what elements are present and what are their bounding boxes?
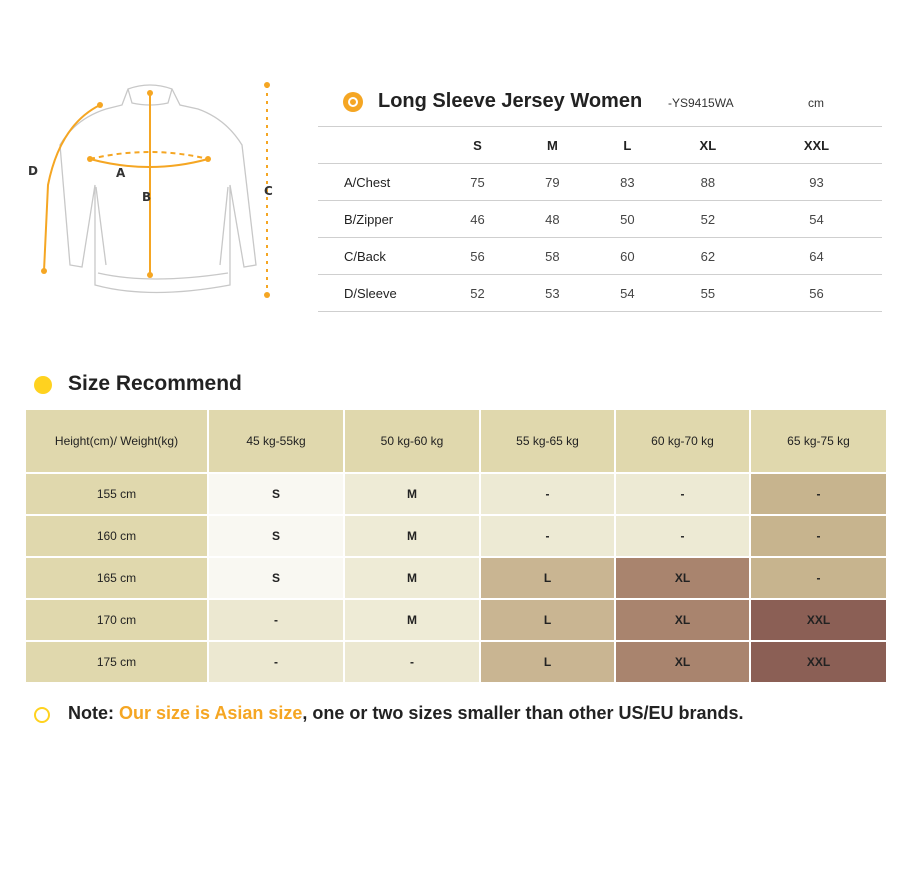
size-cell: XL (616, 600, 749, 640)
height-label: 155 cm (26, 474, 207, 514)
unit-label: cm (808, 96, 824, 110)
size-chart-title-row (343, 88, 883, 118)
table-cell: 93 (809, 174, 824, 190)
size-cell: - (481, 516, 614, 556)
size-cell: - (616, 516, 749, 556)
table-cell: 48 (545, 211, 560, 227)
size-cell: - (616, 474, 749, 514)
size-cell: M (345, 600, 479, 640)
table-cell: 52 (700, 211, 716, 227)
weight-header: 50 kg-60 kg (345, 410, 479, 472)
weight-header: 45 kg-55kg (209, 410, 343, 472)
header-size-xl: XL (699, 137, 717, 153)
size-cell: S (209, 516, 343, 556)
header-size-m: M (546, 137, 558, 153)
label-a: A (116, 166, 126, 180)
jersey-measurement-illustration (20, 75, 310, 310)
table-cell: 58 (545, 248, 560, 264)
note-text (68, 703, 744, 724)
table-cell: 54 (809, 211, 824, 227)
yellow-dot-icon (34, 376, 52, 394)
size-cell: S (209, 558, 343, 598)
header-size-s: S (473, 137, 482, 153)
size-cell: XL (616, 558, 749, 598)
jersey-outline (60, 85, 256, 293)
label-c: C (264, 184, 273, 198)
row-label: C/Back (344, 248, 386, 264)
note-suffix: , one or two sizes smaller than other US/EU brands. (302, 703, 744, 723)
size-cell: XXL (751, 642, 886, 682)
table-cell: 88 (700, 174, 716, 190)
size-cell: L (481, 600, 614, 640)
size-cell: L (481, 558, 614, 598)
jersey-diagram (20, 75, 310, 310)
size-cell: - (209, 642, 343, 682)
measurement-header-row (318, 127, 882, 164)
size-cell: XL (616, 642, 749, 682)
size-recommend-title: Size Recommend (68, 372, 242, 395)
row-label: A/Chest (344, 174, 391, 190)
note-highlight: Our size is Asian size (119, 703, 303, 723)
label-b: B (142, 190, 152, 204)
size-cell: - (345, 642, 479, 682)
ring-bullet-icon (34, 707, 50, 723)
measurement-table (318, 126, 882, 312)
table-cell: 52 (470, 285, 485, 301)
weight-header: 55 kg-65 kg (481, 410, 614, 472)
note-prefix: Note: (68, 703, 119, 723)
table-cell: 62 (700, 248, 716, 264)
table-row (318, 201, 882, 238)
size-cell: L (481, 642, 614, 682)
table-cell: 64 (809, 248, 824, 264)
table-row (318, 164, 882, 201)
table-cell: 50 (620, 211, 635, 227)
model-code: -YS9415WA (668, 96, 734, 110)
table-cell: 79 (545, 174, 560, 190)
size-cell: - (751, 516, 886, 556)
header-empty (318, 127, 440, 164)
table-cell: 56 (470, 248, 485, 264)
size-cell: - (209, 600, 343, 640)
label-d: D (28, 164, 38, 178)
table-row (318, 275, 882, 312)
table-cell: 54 (620, 285, 635, 301)
height-label: 175 cm (26, 642, 207, 682)
table-cell: 53 (545, 285, 560, 301)
table-cell: 75 (470, 174, 485, 190)
circle-logo-icon (343, 92, 363, 112)
height-label: 170 cm (26, 600, 207, 640)
row-label: D/Sleeve (344, 285, 397, 301)
size-cell: M (345, 516, 479, 556)
header-size-xxl: XXL (803, 137, 830, 153)
size-cell: - (481, 474, 614, 514)
table-cell: 56 (809, 285, 824, 301)
size-cell: M (345, 558, 479, 598)
size-cell: S (209, 474, 343, 514)
row-label: B/Zipper (344, 211, 394, 227)
corner-header: Height(cm)/ Weight(kg) (26, 410, 207, 472)
weight-header: 60 kg-70 kg (616, 410, 749, 472)
size-cell: - (751, 474, 886, 514)
size-recommend-grid (26, 410, 886, 684)
header-size-l: L (623, 137, 632, 153)
size-cell: - (751, 558, 886, 598)
table-cell: 46 (470, 211, 485, 227)
table-row (318, 238, 882, 275)
table-cell: 55 (700, 285, 716, 301)
height-label: 160 cm (26, 516, 207, 556)
size-chart-title: Long Sleeve Jersey Women (378, 90, 643, 112)
table-cell: 83 (620, 174, 635, 190)
size-cell: XXL (751, 600, 886, 640)
table-cell: 60 (620, 248, 635, 264)
height-label: 165 cm (26, 558, 207, 598)
size-cell: M (345, 474, 479, 514)
weight-header: 65 kg-75 kg (751, 410, 886, 472)
